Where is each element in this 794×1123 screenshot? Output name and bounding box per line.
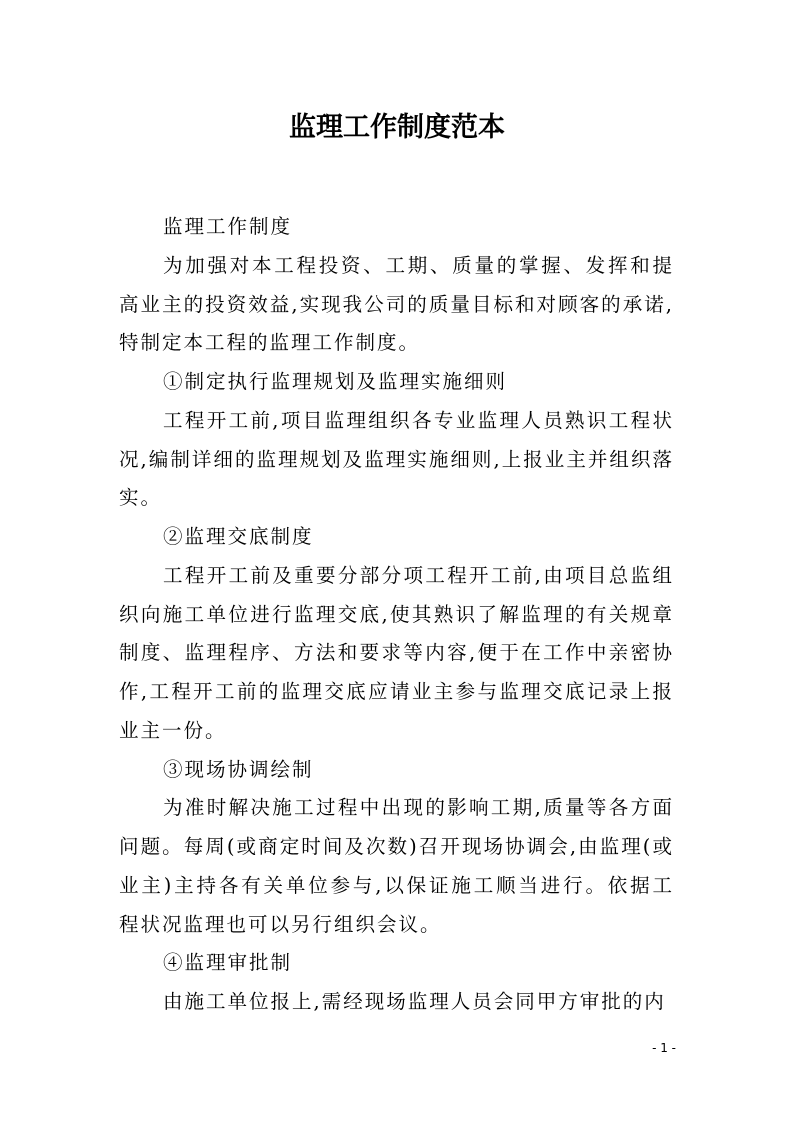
paragraph: 为准时解决施工过程中出现的影响工期,质量等各方面问题。每周(或商定时间及次数)召开现场协调会,由监理(或业主)主持各有关单位参与,以保证施工顺当进行。依据工程状况监理也可以另行组织会议。 [119,796,674,936]
document-body [119,208,674,1022]
section-heading: ①制定执行监理规划及监理实施细则 [163,370,508,393]
section-heading: ③现场协调绘制 [163,757,314,781]
page-number: - 1 - [652,1041,676,1055]
section-heading: ②监理交底制度 [163,525,314,548]
paragraph: 为加强对本工程投资、工期、质量的掌握、发挥和提高业主的投资效益,实现我公司的质量目标和对顾客的承诺,特制定本工程的监理工作制度。 [119,253,674,355]
paragraph: 由施工单位报上,需经现场监理人员会同甲方审批的内 [163,990,666,1013]
paragraph: 工程开工前及重要分部分项工程开工前,由项目总监组织向施工单位进行监理交底,使其熟识了解监理的有关规章制度、监理程序、方法和要求等内容,便于在工作中亲密协作,工程开工前的监理交底应请业主参与监理交底记录上报业主一份。 [119,563,674,742]
section-heading: ④监理审批制 [163,951,293,975]
paragraph: 工程开工前,项目监理组织各专业监理人员熟识工程状况,编制详细的监理规划及监理实施细则,上报业主并组织落实。 [119,408,674,510]
section-heading: 监理工作制度 [163,215,293,238]
document-title: 监理工作制度范本 [289,112,505,143]
